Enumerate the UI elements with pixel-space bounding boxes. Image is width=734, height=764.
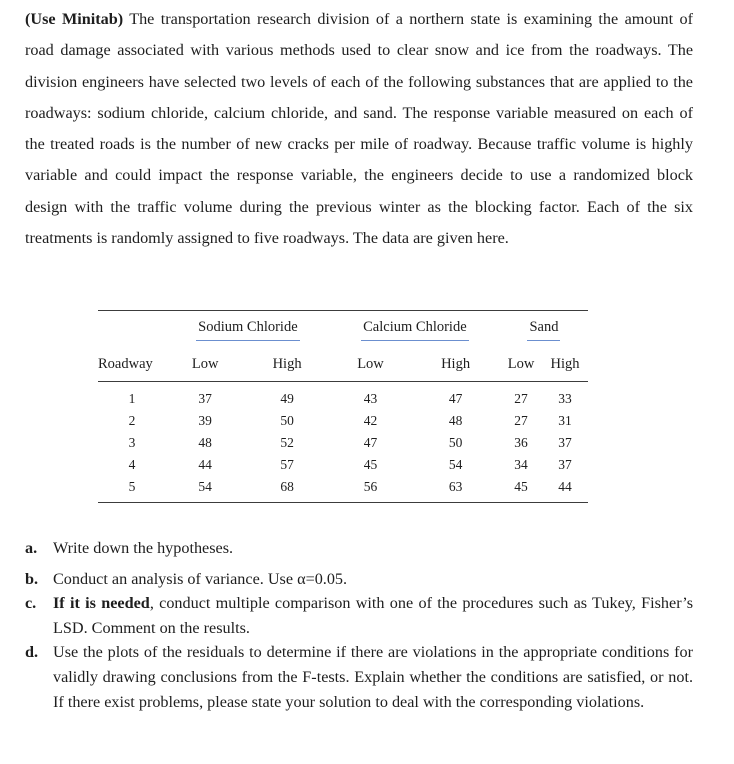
value-cell: 44 — [198, 457, 212, 472]
level-header: Low — [166, 348, 244, 382]
question-c — [25, 591, 693, 640]
question-text: Use the plots of the residuals to determine if there are violations in the appropriate conditions for validly drawing conclusions from the F-tests. Explain whether the conditions are satisfied, or not. If there exist problems, please state your solution to deal with the corresponding violations. — [53, 643, 693, 711]
value-cell: 27 — [514, 391, 528, 406]
value-cell: 27 — [514, 413, 528, 428]
minitab-tag: (Use Minitab) — [25, 10, 124, 28]
roadway-cell: 1 — [128, 391, 136, 406]
level-header: Low — [330, 348, 411, 382]
value-cell: 47 — [448, 391, 463, 406]
table-row — [98, 382, 588, 411]
value-cell: 45 — [500, 476, 542, 503]
roadway-cell: 4 — [128, 457, 136, 472]
value-cell: 37 — [558, 457, 572, 472]
value-cell: 45 — [363, 457, 378, 472]
table-row — [98, 432, 588, 454]
value-cell: 52 — [280, 435, 294, 450]
value-cell: 48 — [448, 413, 463, 428]
value-cell: 63 — [411, 476, 500, 503]
value-cell: 47 — [363, 435, 378, 450]
problem-text: The transportation research division of a northern state is examining the amount of road damage associated with various methods used to clear snow and ice from the roadways. The division engineers have selected two levels of each of the following substances that are applied to the roadways: sodium chloride, calcium chloride, and sand. The response variable measured on each of the treated roads is the number of new cracks per mile of roadway. Because traffic volume is highly variable and could impact the response variable, the engineers decide to use a randomized block design with the traffic volume during the previous winter as the blocking factor. Each of the six treatments is randomly assigned to five roadways. The data are given here. — [25, 10, 693, 248]
level-header-row — [98, 348, 588, 382]
question-a — [25, 536, 693, 561]
roadway-header: Roadway — [98, 348, 166, 382]
value-cell: 31 — [558, 413, 572, 428]
value-cell: 49 — [280, 391, 294, 406]
level-header: High — [411, 348, 500, 382]
question-b — [25, 567, 693, 592]
value-cell: 43 — [363, 391, 378, 406]
question-text: If it is needed, conduct multiple comparison with one of the procedures such as Tukey, Fisher’s LSD. Comment on the results. — [53, 594, 693, 637]
question-text: Conduct an analysis of variance. Use α=0.05. — [53, 569, 348, 588]
roadway-cell: 2 — [128, 413, 136, 428]
question-d — [25, 640, 693, 714]
value-cell: 39 — [198, 413, 212, 428]
group-sand: Sand — [500, 311, 588, 349]
value-cell: 37 — [198, 391, 212, 406]
level-header: High — [542, 348, 588, 382]
level-header: Low — [500, 348, 542, 382]
value-cell: 48 — [198, 435, 212, 450]
value-cell: 54 — [448, 457, 463, 472]
question-text: Write down the hypotheses. — [53, 539, 234, 557]
value-cell: 44 — [542, 476, 588, 503]
question-label: b. — [25, 569, 39, 588]
value-cell: 34 — [514, 457, 528, 472]
table-row — [98, 454, 588, 476]
value-cell: 33 — [558, 391, 572, 406]
value-cell: 50 — [448, 435, 463, 450]
value-cell: 37 — [558, 435, 572, 450]
question-label: c. — [25, 594, 37, 613]
question-label: d. — [25, 643, 39, 662]
data-table — [98, 310, 588, 503]
question-list — [25, 536, 693, 714]
roadway-cell: 3 — [128, 435, 136, 450]
group-sodium-chloride: Sodium Chloride — [166, 311, 330, 349]
value-cell: 56 — [330, 476, 411, 503]
roadway-cell: 5 — [98, 476, 166, 503]
group-header-row — [98, 311, 588, 349]
question-label: a. — [25, 539, 38, 557]
problem-statement — [25, 4, 693, 254]
group-calcium-chloride: Calcium Chloride — [330, 311, 500, 349]
table-row — [98, 410, 588, 432]
value-cell: 50 — [280, 413, 294, 428]
value-cell: 42 — [363, 413, 378, 428]
table-row — [98, 476, 588, 503]
value-cell: 36 — [514, 435, 528, 450]
question-bold-lead: If it is needed — [53, 594, 150, 613]
value-cell: 54 — [166, 476, 244, 503]
value-cell: 57 — [280, 457, 294, 472]
value-cell: 68 — [244, 476, 329, 503]
level-header: High — [244, 348, 329, 382]
